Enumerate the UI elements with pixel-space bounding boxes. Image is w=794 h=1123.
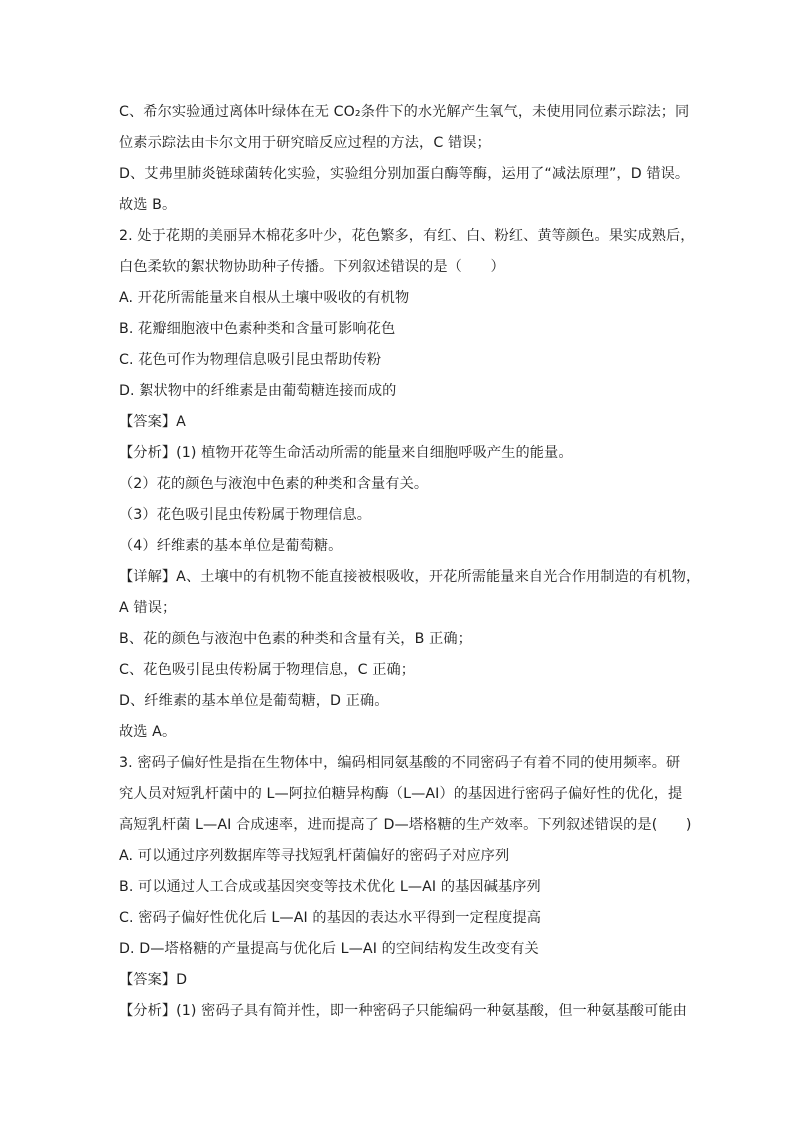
analysis-line: （4）纤维素的基本单位是葡萄糖。 <box>119 538 343 554</box>
explanation-line: B、花的颜色与液泡中色素的种类和含量有关，B 正确； <box>119 631 472 647</box>
conclusion-line: 故选 A。 <box>119 724 177 740</box>
answer-label: 【答案】D <box>119 972 188 988</box>
question-2-stem: 白色柔软的絮状物协助种子传播。下列叙述错误的是（ ） <box>119 259 505 275</box>
option-b: B. 花瓣细胞液中色素种类和含量可影响花色 <box>119 321 396 337</box>
text-line: C、希尔实验通过离体叶绿体在无 CO₂条件下的水光解产生氧气，未使用同位素示踪法；同 <box>119 104 690 120</box>
text-line: 位素示踪法由卡尔文用于研究暗反应过程的方法，C 错误； <box>119 135 491 151</box>
analysis-line: 【分析】(1) 密码子具有简并性，即一种密码子只能编码一种氨基酸，但一种氨基酸可能由 <box>119 1003 687 1019</box>
explanation-line: A 错误； <box>119 600 177 616</box>
question-3-stem: 3. 密码子偏好性是指在生物体中，编码相同氨基酸的不同密码子有着不同的使用频率。研 <box>119 755 681 771</box>
answer-label: 【答案】A <box>119 414 186 430</box>
analysis-line: （3）花色吸引昆虫传粉属于物理信息。 <box>119 507 372 523</box>
option-a: A. 可以通过序列数据库等寻找短乳杆菌偏好的密码子对应序列 <box>119 848 510 864</box>
option-a: A. 开花所需能量来自根从土壤中吸收的有机物 <box>119 290 410 306</box>
document-body <box>119 97 701 1027</box>
option-d: D. D—塔格糖的产量提高与优化后 L—AI 的空间结构发生改变有关 <box>119 941 539 957</box>
option-d: D. 絮状物中的纤维素是由葡萄糖连接而成的 <box>119 383 397 399</box>
explanation-line: C、花色吸引昆虫传粉属于物理信息，C 正确； <box>119 662 416 678</box>
option-c: C. 密码子偏好性优化后 L—AI 的基因的表达水平得到一定程度提高 <box>119 910 542 926</box>
analysis-line: （2）花的颜色与液泡中色素的种类和含量有关。 <box>119 476 429 492</box>
explanation-line: D、纤维素的基本单位是葡萄糖，D 正确。 <box>119 693 389 709</box>
analysis-line: 【分析】(1) 植物开花等生命活动所需的能量来自细胞呼吸产生的能量。 <box>119 445 573 461</box>
explanation-line: 【详解】A、土壤中的有机物不能直接被根吸收，开花所需能量来自光合作用制造的有机物， <box>119 569 701 585</box>
question-3-stem: 高短乳杆菌 L—AI 合成速率，进而提高了 D—塔格糖的生产效率。下列叙述错误的是( ) <box>119 817 692 833</box>
question-3-stem: 究人员对短乳杆菌中的 L—阿拉伯糖异构酶（L—AI）的基因进行密码子偏好性的优化，提 <box>119 786 683 802</box>
question-2-stem: 2. 处于花期的美丽异木棉花多叶少，花色繁多，有红、白、粉红、黄等颜色。果实成熟后， <box>119 228 695 244</box>
text-line: D、艾弗里肺炎链球菌转化实验，实验组分别加蛋白酶等酶，运用了“减法原理”，D 错误。 <box>119 166 690 182</box>
text-line: 故选 B。 <box>119 197 177 213</box>
option-b: B. 可以通过人工合成或基因突变等技术优化 L—AI 的基因碱基序列 <box>119 879 541 895</box>
option-c: C. 花色可作为物理信息吸引昆虫帮助传粉 <box>119 352 382 368</box>
